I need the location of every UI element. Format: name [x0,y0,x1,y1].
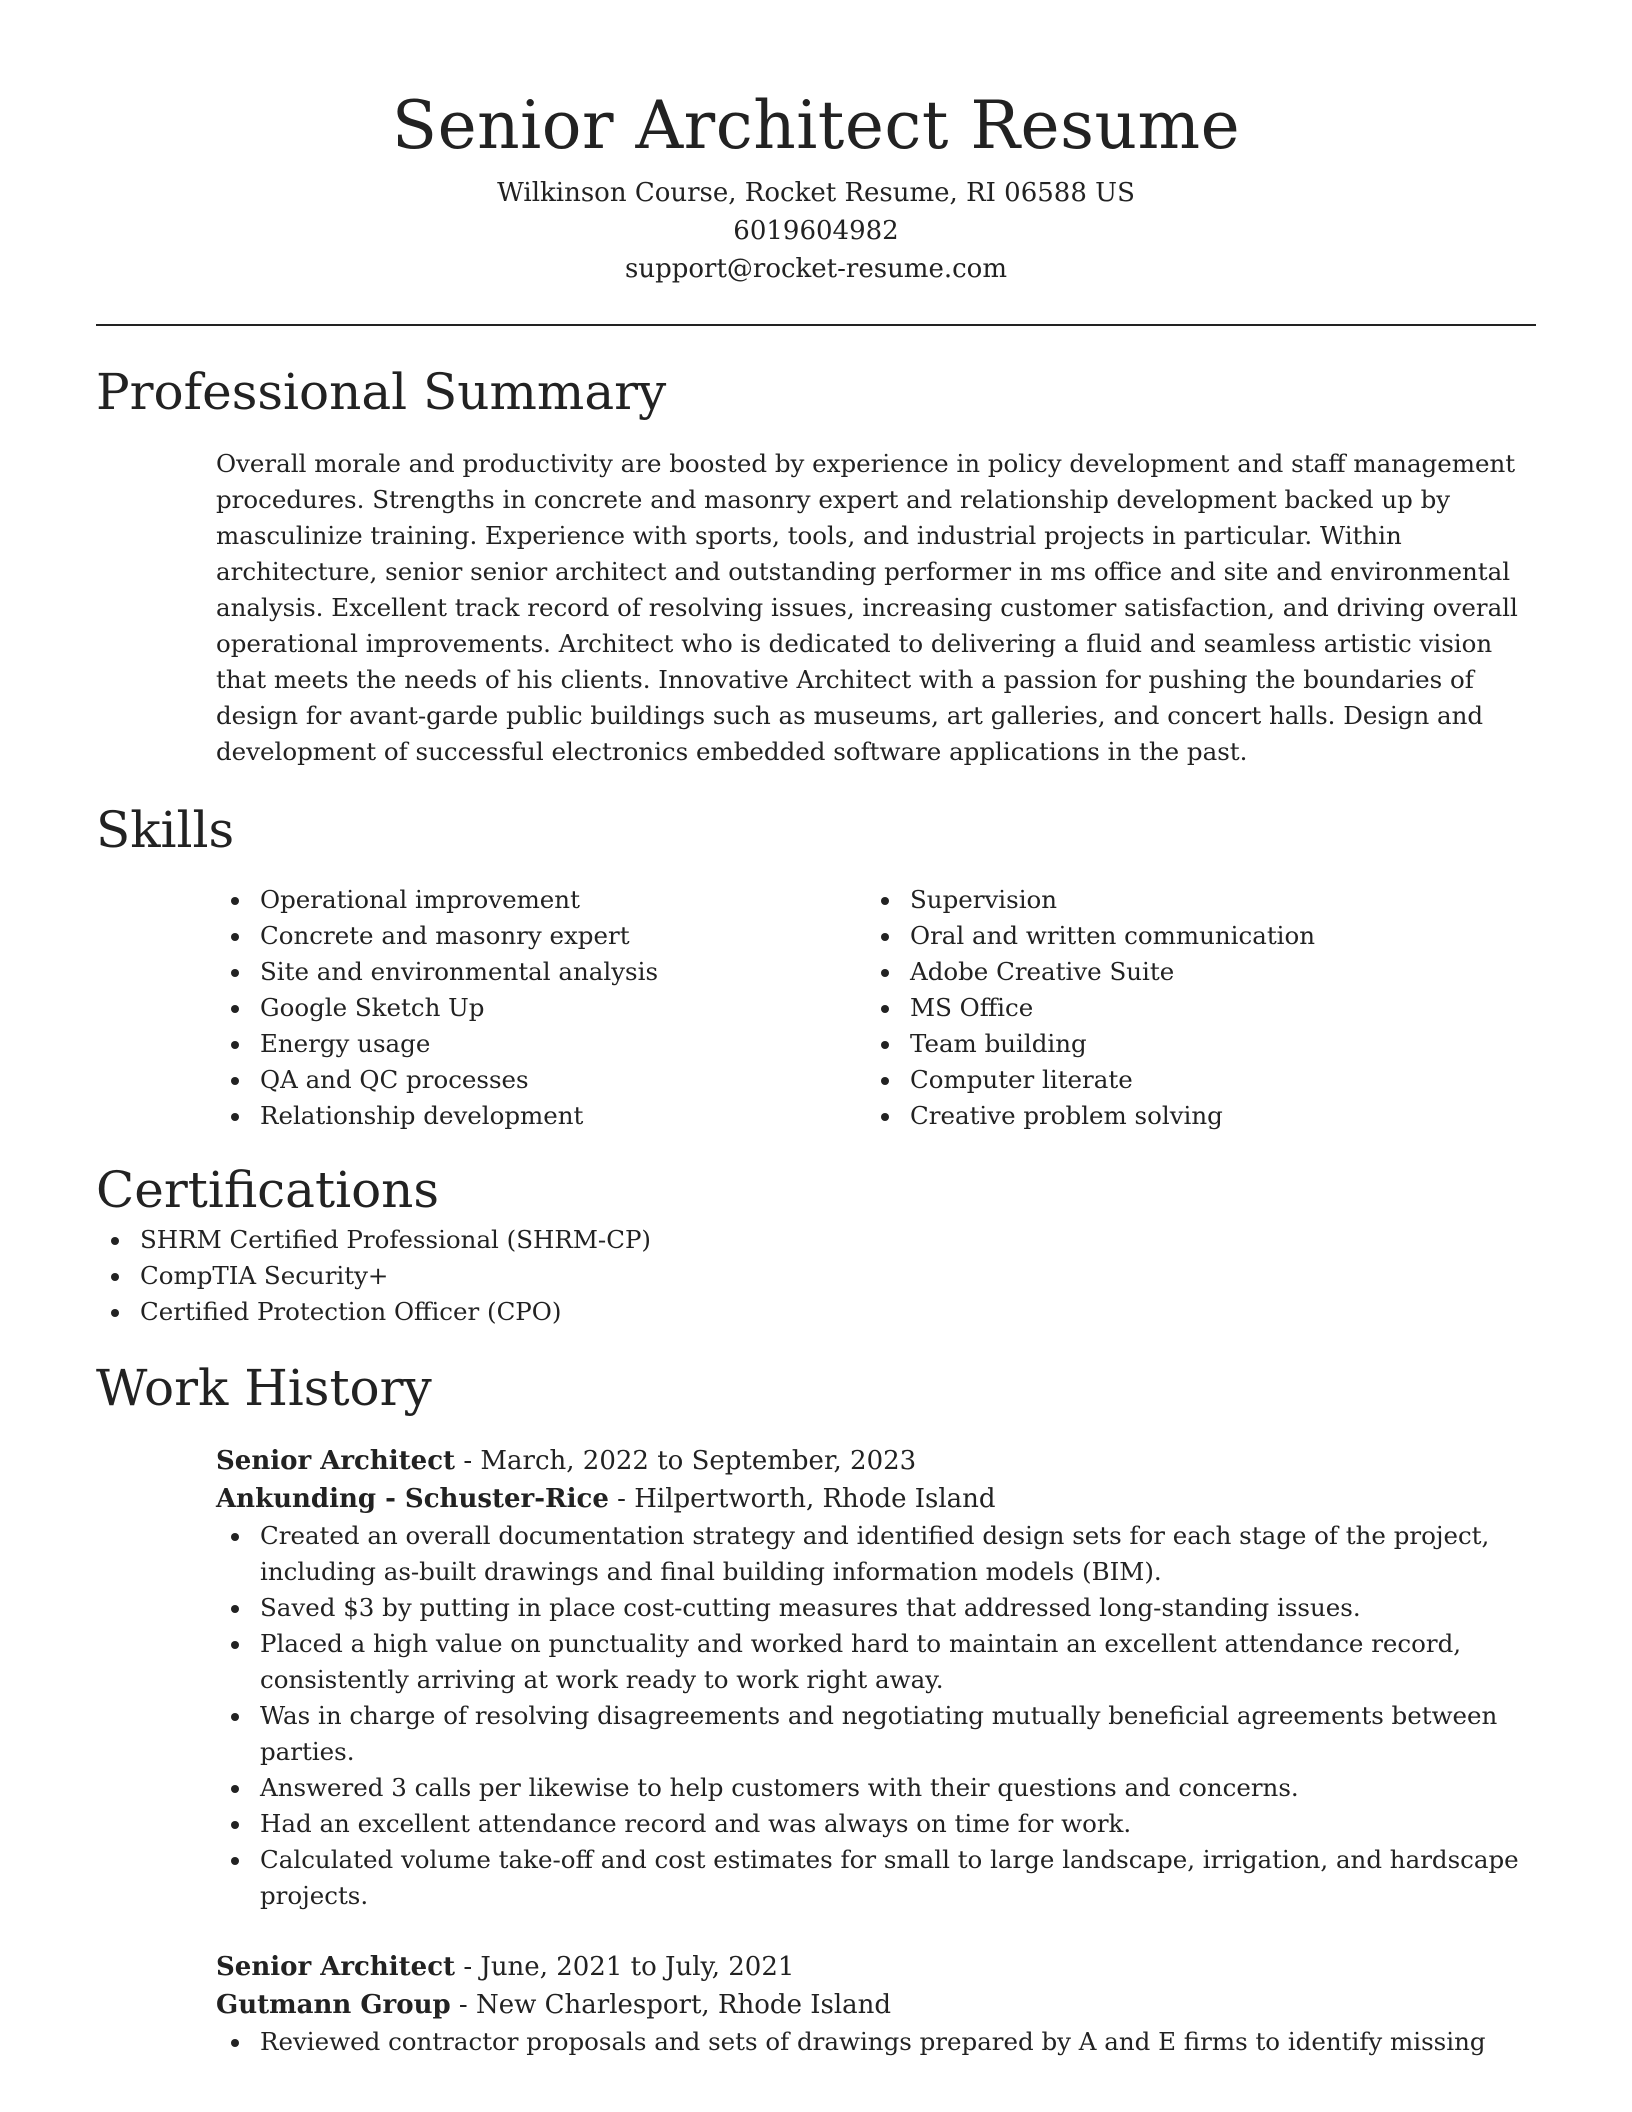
skill-item: Creative problem solving [866,1098,1516,1134]
job-entry [216,1442,1536,1914]
skills-heading: Skills [96,801,235,859]
resume-page [96,0,1536,2060]
certification-item: SHRM Certified Professional (SHRM-CP) [96,1222,1536,1258]
job-bullets [216,2024,1536,2060]
skill-item: Energy usage [216,1026,866,1062]
contact-block [96,174,1536,288]
job-company: Gutmann Group [216,1990,451,2020]
resume-title: Senior Architect Resume [391,87,1241,164]
skill-item: Computer literate [866,1062,1516,1098]
skill-item: Concrete and masonry expert [216,918,866,954]
job-entry [216,1948,1536,2060]
job-bullet: Saved $3 by putting in place cost-cutting measures that addressed long-standing issues. [216,1590,1536,1626]
skill-item: QA and QC processes [216,1062,866,1098]
work-history-section [96,1356,1536,2060]
certifications-section [96,1158,1536,1330]
contact-phone: 6019604982 [733,216,899,246]
job-bullet: Created an overall documentation strategy and identified design sets for each stage of the project, including as-built drawings and final building information models (BIM). [216,1518,1536,1590]
job-bullet: Placed a high value on punctuality and worked hard to maintain an excellent attendance record, consistently arriving at work ready to work right away. [216,1626,1536,1698]
skill-item: MS Office [866,990,1516,1026]
certifications-heading: Certifications [96,1161,440,1219]
skill-item: Oral and written communication [866,918,1516,954]
summary-section [96,360,1536,770]
header-divider [96,324,1536,326]
work-history-heading: Work History [96,1359,432,1417]
job-location: - New Charlesport, Rhode Island [450,1990,892,2020]
job-company-line [216,1986,1536,2024]
job-dates: - March, 2022 to September, 2023 [455,1446,917,1476]
skills-grid [216,882,1536,1134]
skill-item: Adobe Creative Suite [866,954,1516,990]
job-title: Senior Architect [216,1952,456,1982]
job-company: Ankunding - Schuster-Rice [216,1484,609,1514]
job-title-line [216,1442,1536,1480]
contact-email: support@rocket-resume.com [624,254,1007,284]
skills-section [96,798,1536,1134]
summary-text: Overall morale and productivity are boosted by experience in policy development and staff management procedures. Strengths in concrete and masonry expert and relationship development backed up by masculinize training. Experience with sports, tools, and industrial projects in particular. Within architecture, senior senior architect and outstanding performer in ms office and site and environmental analysis. Excellent track record of resolving issues, increasing customer satisfaction, and driving overall operational improvements. Architect who is dedicated to delivering a fluid and seamless artistic vision that meets the needs of his clients. Innovative Architect with a passion for pushing the boundaries of design for avant-garde public buildings such as museums, art galleries, and concert halls. Design and development of successful electronics embedded software applications in the past. [216,449,1518,766]
job-dates: - June, 2021 to July, 2021 [455,1952,795,1982]
skills-left-column [216,882,866,1134]
job-location: - Hilpertworth, Rhode Island [608,1484,996,1514]
certifications-list [96,1222,1536,1330]
job-bullet: Reviewed contractor proposals and sets of drawings prepared by A and E firms to identify missing [216,2024,1536,2060]
skill-item: Team building [866,1026,1516,1062]
skills-right-column [866,882,1516,1134]
job-title-line [216,1948,1536,1986]
certification-item: CompTIA Security+ [96,1258,1536,1294]
job-company-line [216,1480,1536,1518]
certification-item: Certified Protection Officer (CPO) [96,1294,1536,1330]
job-bullet: Answered 3 calls per likewise to help customers with their questions and concerns. [216,1770,1536,1806]
job-bullet: Was in charge of resolving disagreements and negotiating mutually beneficial agreements between parties. [216,1698,1536,1770]
job-bullet: Had an excellent attendance record and was always on time for work. [216,1806,1536,1842]
summary-heading: Professional Summary [96,363,667,421]
skill-item: Google Sketch Up [216,990,866,1026]
job-bullets [216,1518,1536,1914]
skill-item: Site and environmental analysis [216,954,866,990]
skill-item: Supervision [866,882,1516,918]
job-bullet: Calculated volume take-off and cost estimates for small to large landscape, irrigation, and hardscape projects. [216,1842,1536,1914]
job-title: Senior Architect [216,1446,456,1476]
skill-item: Operational improvement [216,882,866,918]
skill-item: Relationship development [216,1098,866,1134]
contact-address: Wilkinson Course, Rocket Resume, RI 06588 US [497,178,1135,208]
